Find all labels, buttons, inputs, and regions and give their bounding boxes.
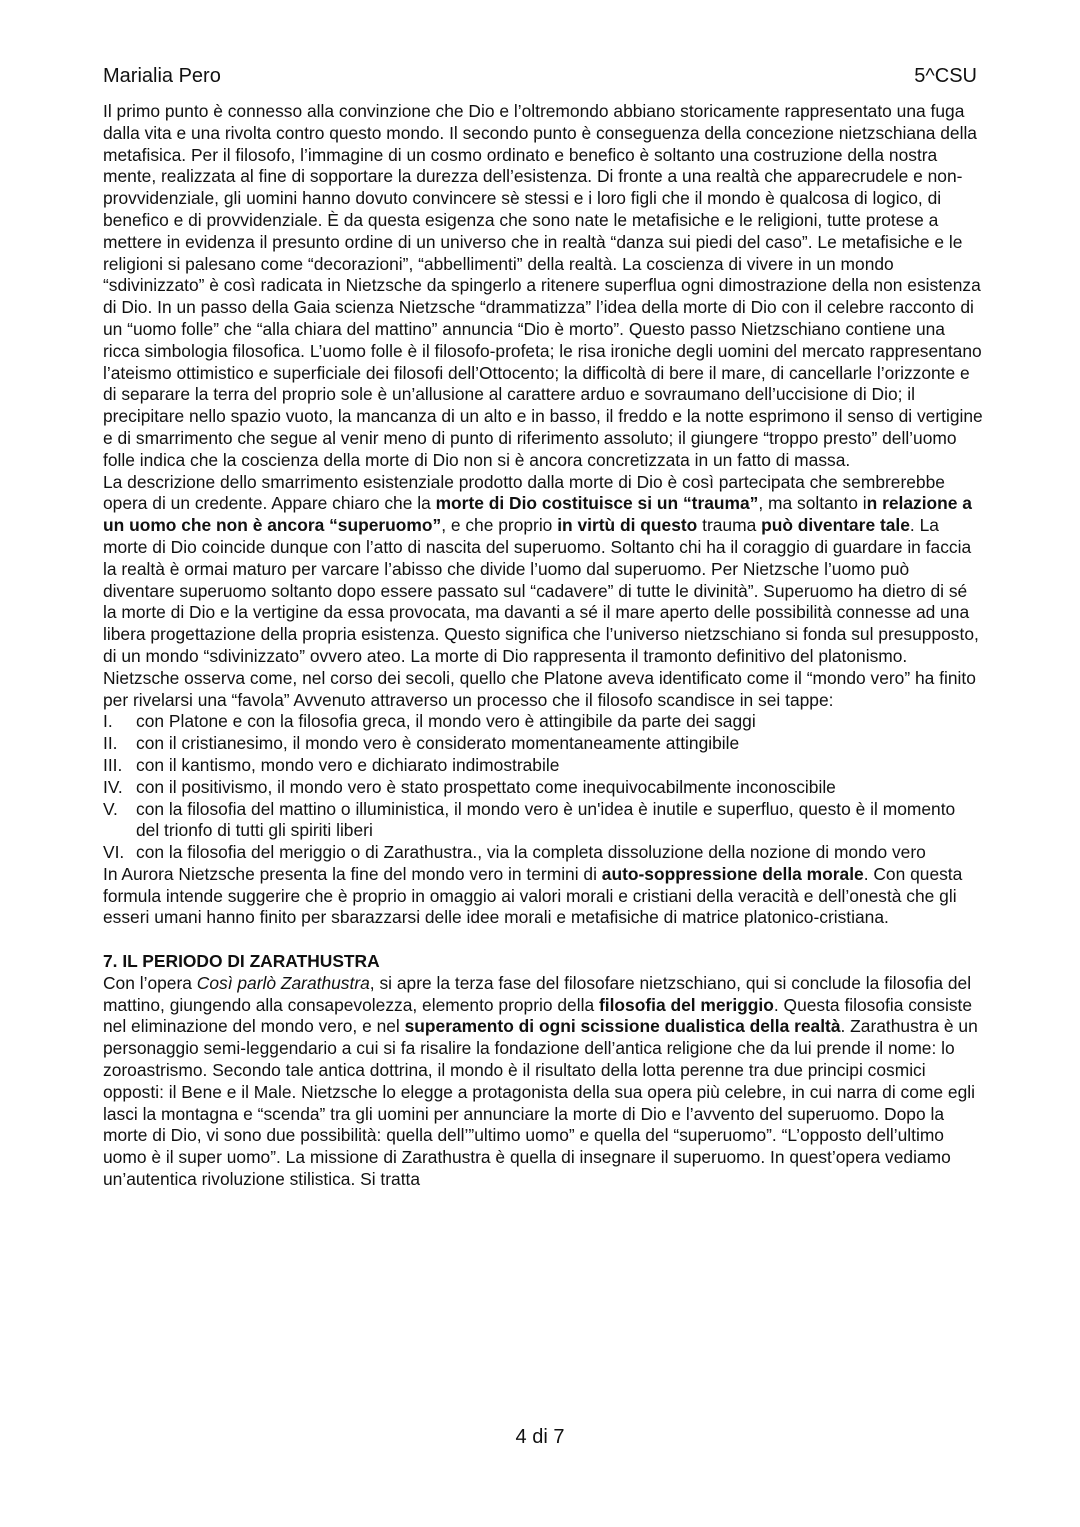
text-run: . La morte di Dio coincide dunque con l’atto di nascita del superuomo. Soltanto chi ha il coraggio di guardare in faccia la realtà è ormai maturo per varcare l’abisso che divide l’uomo dal superuomo. Per Nietzsche l’uomo può diventare superuomo soltanto dopo essere passato sul “cadavere” di tutte le divinità”. Superuomo ha dietro di sé la morte di Dio e la vertigine da essa provocata, ma davanti a sé il mare aperto delle possibilità connesse ad una libera progettazione della propria esistenza. Questo significa che l’universo nietzschiano si fonda sul presupposto, di un mondo “sdivinizzato” ovvero ateo. La morte di Dio rappresenta il tramonto definitivo del platonismo. Nietzsche osserva come, nel corso dei secoli, quello che Platone aveva identificato come il “mondo vero” ha finito per rivelarsi una “favola” Avvenuto attraverso un processo che il filosofo scandisce in sei tappe: — [103, 515, 979, 710]
paragraph-morte-di-dio — [103, 472, 983, 712]
bold-text: n relazione a un uomo che non è ancora “superuomo” — [103, 493, 972, 536]
stages-list — [103, 711, 983, 864]
text-run: . Zarathustra è un personaggio semi-leggendario a cui si fa risalire la fondazione dell’antica religione che da lui prende il nome: lo zoroastrismo. Secondo tale antica dottrina, il mondo è il risultato della lotta perenne tra due principi cosmici opposti: il Bene e il Male. Nietzsche lo elegge a protagonista della sua opera più celebre, in cui narra di come egli lasci la montagna e “scenda” tra gli uomini per annunciare la morte di Dio e l’avvento del superuomo. Dopo la morte di Dio, vi sono due possibilità: quella dell’”ultimo uomo” e quella del “superuomo”. “L’opposto dell’ultimo uomo è il super uomo”. La missione di Zarathustra è quella di insegnare il superuomo. In quest’opera vediamo un’autentica rivoluzione stilistica. Si tratta — [103, 1016, 978, 1190]
page-number: 4 di 7 — [515, 1426, 565, 1448]
bold-text: in virtù di questo — [557, 515, 698, 536]
list-item — [103, 842, 983, 864]
list-item — [103, 711, 983, 733]
author-name: Marialia Pero — [103, 65, 221, 87]
text-run: , ma soltanto i — [758, 493, 867, 514]
list-item — [103, 733, 983, 755]
list-item — [103, 777, 983, 799]
list-marker: VI. — [103, 842, 125, 863]
page-content — [103, 101, 983, 1191]
text-run: trauma — [697, 515, 762, 536]
list-item-text: con la filosofia del mattino o illuministica, il mondo vero è un'idea è inutile e superfluo, questo è il momento del trionfo di tutti gli spiriti liberi — [136, 798, 956, 841]
list-item-text: con la filosofia del meriggio o di Zarathustra., via la completa dissoluzione della nozione di mondo vero — [136, 842, 926, 863]
class-code: 5^CSU — [914, 65, 977, 87]
bold-text: auto-soppressione della morale — [601, 863, 864, 884]
paragraph-metafisica: Il primo punto è connesso alla convinzione che Dio e l’oltremondo abbiano storicamente rappresentato una fuga dalla vita e una rivolta contro questo mondo. Il secondo punto è conseguenza della concezione nietzschiana della metafisica. Per il filosofo, l’immagine di un cosmo ordinato e benefico è soltanto una costruzione della nostra mente, realizzata al fine di sopportare la durezza dell’esistenza. Di fronte a una realtà che apparecrudele e non-provvidenziale, gli uomini hanno dovuto convincere sè stessi e i loro figli che il mondo è qualcosa di logico, di benefico e di provvidenziale. È da questa esigenza che sono nate le metafisiche e le religioni, tutte protese a mettere in evidenza il presunto ordine di un universo che in realtà “danza sui piedi del caso”. Le metafisiche e le religioni si palesano come “decorazioni”, “abbellimenti” della realtà. La coscienza di vivere in un mondo “sdivinizzato” è così radicata in Nietzsche da spingerlo a ritenere superflua ogni dimostrazione della non esistenza di Dio. In un passo della Gaia scienza Nietzsche “drammatizza” l’idea della morte di Dio con il celebre racconto di un “uomo folle” che “alla chiara del mattino” annuncia “Dio è morto”. Questo passo Nietzschiano contiene una ricca simbologia filosofica. L’uomo folle è il filosofo-profeta; le risa ironiche degli uomini del mercato rappresentano l’ateismo ottimistico e superficiale dei filosofi dell’Ottocento; la difficoltà di bere il mare, di cancellarle l’orizzonte e di separare la terra del proprio sole è un’allusione al carattere arduo e sovraumano dell’uccisione di Dio; il precipitare nello spazio vuoto, la mancanza di un alto e in basso, il freddo e la notte esprimono il senso di vertigine e di smarrimento che segue al venir meno di punto di riferimento assoluto; il giungere “troppo presto” dell’uomo folle indica che la coscienza della morte di Dio non si è ancora concretizzata in un fatto di massa. — [103, 101, 983, 470]
text-run: Con l’opera — [103, 972, 197, 993]
page-header — [103, 64, 977, 88]
paragraph-zarathustra — [103, 973, 983, 1191]
list-item-text: con il positivismo, il mondo vero è stato prospettato come inequivocabilmente inconoscibile — [136, 776, 836, 797]
text-run: , e che proprio — [441, 515, 558, 536]
list-item-text: con il cristianesimo, il mondo vero è considerato momentaneamente attingibile — [136, 733, 740, 754]
text-run: . Questa filosofia consiste nel eliminazione del mondo vero, e nel — [103, 994, 973, 1037]
paragraph-aurora — [103, 864, 983, 929]
list-marker: I. — [103, 711, 113, 732]
list-marker: II. — [103, 733, 118, 754]
text-run: La descrizione dello smarrimento esistenziale prodotto dalla morte di Dio è così partecipata che sembrerebbe opera di un credente. Appare chiaro che la — [103, 471, 945, 514]
text-run: In Aurora Nietzsche presenta la fine del mondo vero in termini di — [103, 863, 602, 884]
list-marker: III. — [103, 754, 123, 775]
bold-text: superamento di ogni scissione dualistica della realtà — [404, 1016, 841, 1037]
list-item-text: con il kantismo, mondo vero e dichiarato indimostrabile — [136, 754, 560, 775]
list-item — [103, 755, 983, 777]
list-marker: IV. — [103, 776, 123, 797]
list-item — [103, 799, 983, 843]
text-run: . Con questa formula intende suggerire che è proprio in omaggio ai valori morali e cristiani della veracità e dell’onestà che gli esseri umani hanno finito per sbarazzarsi delle idee morali e metafisiche di matrice platonico-cristiana. — [103, 863, 963, 928]
section-heading: 7. IL PERIODO DI ZARATHUSTRA — [103, 951, 380, 972]
bold-text: filosofia del meriggio — [598, 994, 774, 1015]
bold-text: può diventare tale — [761, 515, 910, 536]
list-marker: V. — [103, 798, 118, 819]
italic-title: Così parlò Zarathustra — [196, 972, 370, 993]
bold-text: morte di Dio costituisce si un “trauma” — [435, 493, 759, 514]
list-item-text: con Platone e con la filosofia greca, il mondo vero è attingibile da parte dei saggi — [136, 711, 756, 732]
text-run: , si apre la terza fase del filosofare nietzschiano, qui si conclude la filosofia del mattino, giungendo alla consapevolezza, elemento proprio della — [103, 972, 972, 1015]
